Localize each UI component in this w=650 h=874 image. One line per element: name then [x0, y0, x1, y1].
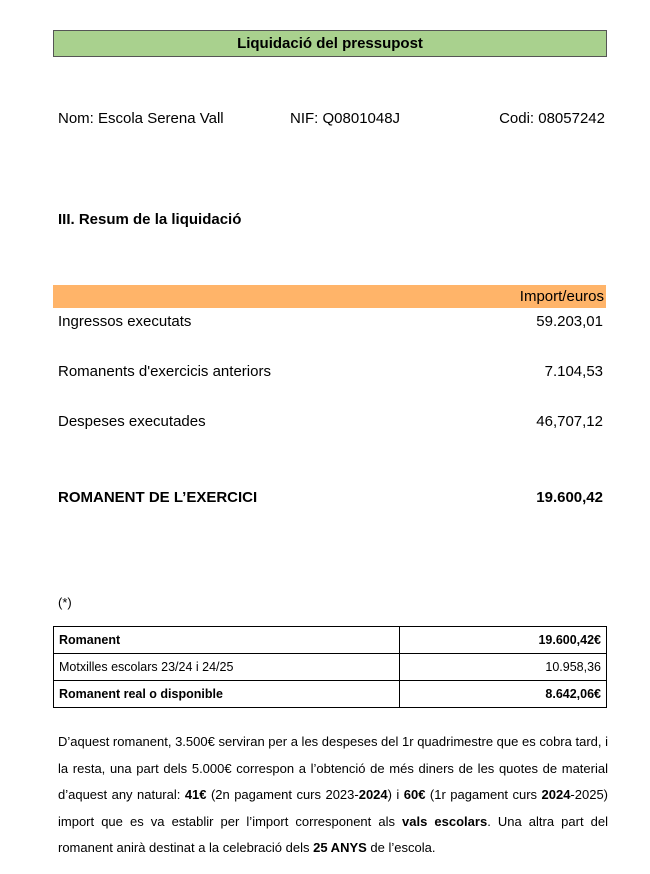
row-label: Ingressos executats	[58, 313, 192, 330]
section-heading: III. Resum de la liquidació	[58, 211, 242, 228]
total-value: 19.600,42	[536, 489, 603, 506]
text-bold: 2024	[541, 787, 571, 802]
text: -2025) import que es va establir per l’import corresponent als	[58, 787, 608, 829]
table-row	[54, 627, 607, 654]
text: (1r pagament curs	[425, 787, 542, 802]
text-bold: vals escolars	[402, 813, 488, 829]
text: de l’escola.	[366, 840, 436, 855]
school-code: Codi: 08057242	[499, 110, 605, 127]
text: ) i	[387, 787, 404, 802]
explanation-paragraph	[58, 729, 608, 862]
row-value: 59.203,01	[536, 313, 603, 330]
text: . Una altra part del romanent anirà destinat a la celebració dels	[58, 813, 608, 855]
summary-row	[58, 363, 603, 380]
page-title: Liquidació del pressupost	[53, 30, 607, 57]
row-value: 7.104,53	[544, 363, 603, 380]
column-header	[53, 285, 606, 308]
row-label: Despeses executades	[58, 413, 206, 430]
text: D’aquest romanent, 3.500€ serviran per a les despeses del 1r quadrimestre que es cobra tard, i la resta, una part dels 5.000€ correspon a l’obtenció de més diners de les quotes de material d’aquest any natural:	[58, 734, 608, 802]
cell-value: 10.958,36	[400, 654, 607, 681]
import-header: Import/euros	[519, 288, 604, 305]
text-bold: 60€	[403, 787, 426, 802]
footnote-marker: (*)	[58, 595, 72, 610]
cell-label: Romanent real o disponible	[54, 681, 400, 708]
cell-value: 19.600,42€	[400, 627, 607, 654]
cell-label: Romanent	[54, 627, 400, 654]
row-label: Romanents d'exercicis anteriors	[58, 363, 271, 380]
table-row	[54, 681, 607, 708]
total-row	[58, 489, 603, 506]
school-name: Nom: Escola Serena Vall	[58, 110, 224, 127]
table-row	[54, 654, 607, 681]
school-nif: NIF: Q0801048J	[290, 110, 401, 127]
cell-value: 8.642,06€	[400, 681, 607, 708]
text-bold: 41€	[184, 787, 207, 802]
text-bold: 2024	[358, 787, 388, 802]
summary-row	[58, 413, 603, 430]
text-bold: 25 ANYS	[313, 840, 367, 855]
romanent-table	[53, 626, 607, 708]
cell-label: Motxilles escolars 23/24 i 24/25	[54, 654, 400, 681]
total-label: ROMANENT DE L’EXERCICI	[58, 489, 258, 506]
text: (2n pagament curs 2023-	[206, 787, 359, 802]
summary-row	[58, 313, 603, 330]
row-value: 46,707,12	[536, 413, 603, 430]
